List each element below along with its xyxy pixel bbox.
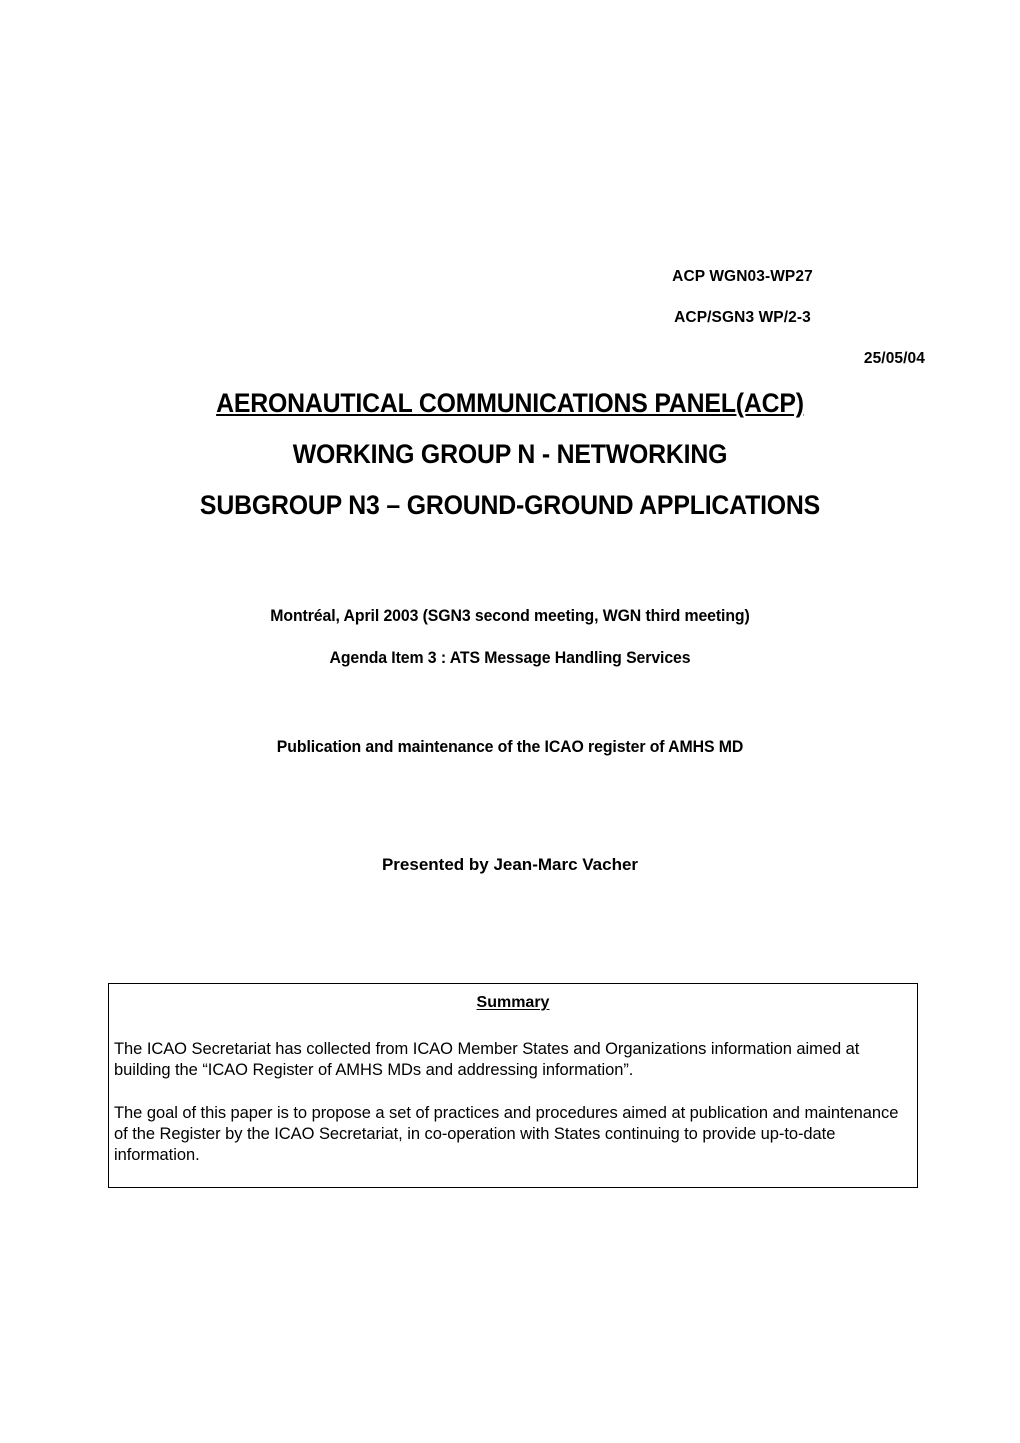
agenda-item: Agenda Item 3 : ATS Message Handling Services bbox=[329, 649, 691, 667]
paper-subject-title: Publication and maintenance of the ICAO register of AMHS MD bbox=[276, 738, 744, 756]
subgroup-title bbox=[96, 490, 924, 521]
summary-heading-text: Summary bbox=[476, 994, 550, 1011]
reference-number-secondary: ACP/SGN3 WP/2-3 bbox=[674, 309, 811, 326]
meeting-info-block bbox=[60, 607, 960, 668]
document-title-block bbox=[60, 388, 960, 521]
document-reference-header bbox=[560, 268, 925, 367]
working-group-title-text: WORKING GROUP N - NETWORKING bbox=[292, 439, 728, 469]
summary-paragraph-2: The goal of this paper is to propose a set of practices and procedures aimed at publication and maintenance of the Register by the ICAO Secretariat, in co-operation with States continuing to provide up-to-date information. bbox=[114, 1104, 899, 1164]
summary-box bbox=[108, 983, 918, 1188]
presenter-block bbox=[60, 855, 960, 875]
subgroup-title-text: SUBGROUP N3 – GROUND-GROUND APPLICATIONS bbox=[199, 490, 821, 520]
panel-title bbox=[96, 388, 924, 419]
presenter-name: Presented by Jean-Marc Vacher bbox=[381, 855, 639, 874]
panel-title-text: AERONAUTICAL COMMUNICATIONS PANEL(ACP) bbox=[216, 388, 804, 418]
working-group-title bbox=[96, 439, 924, 470]
meeting-venue-date: Montréal, April 2003 (SGN3 second meeting, WGN third meeting) bbox=[270, 607, 750, 625]
summary-paragraph-1: The ICAO Secretariat has collected from ICAO Member States and Organizations information aimed at building the “ICAO Register of AMHS MDs and addressing information”. bbox=[114, 1040, 860, 1079]
reference-number-primary: ACP WGN03-WP27 bbox=[672, 268, 813, 285]
document-date: 25/05/04 bbox=[863, 350, 925, 367]
summary-heading bbox=[109, 993, 917, 1012]
paper-subject-block bbox=[60, 738, 960, 757]
